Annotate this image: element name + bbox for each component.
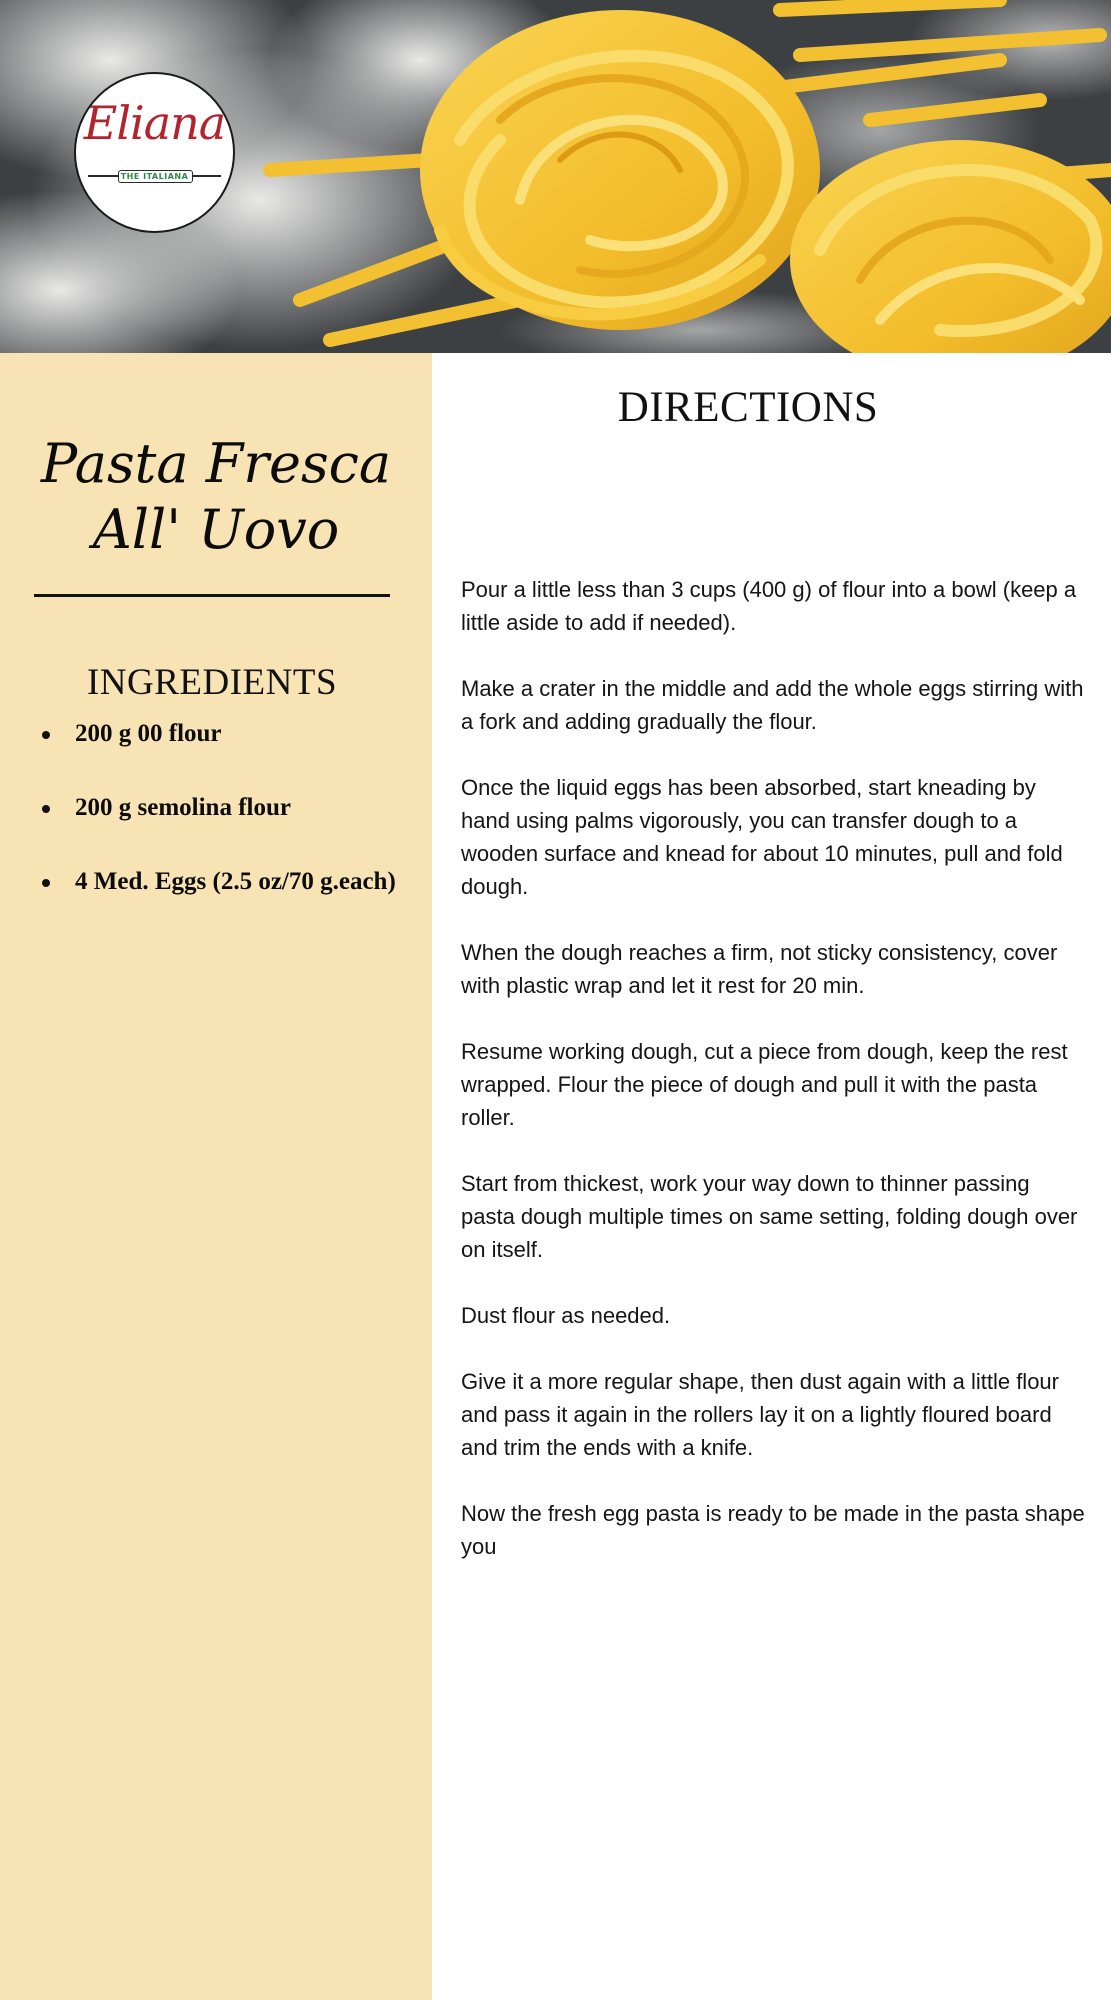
ingredient-text: 4 Med. Eggs (2.5 oz/70 g.each) [75,868,396,895]
direction-step: Give it a more regular shape, then dust again with a little flour and pass it again in the rollers lay it on a lightly floured board and trim the ends with a knife. [461,1369,1059,1460]
logo-subtitle: THE ITALIANA [120,172,189,181]
ingredient-item [38,792,428,866]
title-divider [34,594,390,597]
bullet-icon [42,879,50,887]
direction-step: When the dough reaches a firm, not sticky consistency, cover with plastic wrap and let it rest for 20 min. [461,940,1058,998]
directions-heading: DIRECTIONS [617,384,879,431]
brand-logo [74,72,235,233]
recipe-title-line2: All' Uovo [92,498,340,561]
direction-step: Make a crater in the middle and add the whole eggs stirring with a fork and adding gradually the flour. [461,676,1084,734]
directions-panel [432,353,1111,2000]
ingredient-text: 200 g semolina flour [75,794,291,821]
ingredient-item [38,718,428,792]
direction-step: Pour a little less than 3 cups (400 g) of flour into a bowl (keep a little aside to add if needed). [461,577,1077,635]
direction-step: Now the fresh egg pasta is ready to be made in the pasta shape you [461,1501,1085,1559]
recipe-title [0,431,432,563]
bullet-icon [42,805,50,813]
logo-script-text: Eliana [83,96,226,150]
recipe-title-line1: Pasta Fresca [40,432,392,495]
ingredients-heading: INGREDIENTS [86,662,338,703]
direction-step: Dust flour as needed. [461,1303,671,1328]
ingredients-panel [0,353,432,2000]
bullet-icon [42,731,50,739]
hero-banner [0,0,1111,353]
directions-body [461,573,1086,1596]
direction-step: Resume working dough, cut a piece from dough, keep the rest wrapped. Flour the piece of dough and pull it with the pasta roller. [461,1039,1068,1130]
direction-step: Once the liquid eggs has been absorbed, start kneading by hand using palms vigorously, you can transfer dough to a wooden surface and knead for about 10 minutes, pull and fold dough. [461,775,1063,899]
direction-step: Start from thickest, work your way down to thinner passing pasta dough multiple times on same setting, folding dough over on itself. [461,1171,1078,1262]
ingredient-text: 200 g 00 flour [75,720,222,747]
ingredient-item [38,866,428,940]
ingredients-list [38,718,428,940]
